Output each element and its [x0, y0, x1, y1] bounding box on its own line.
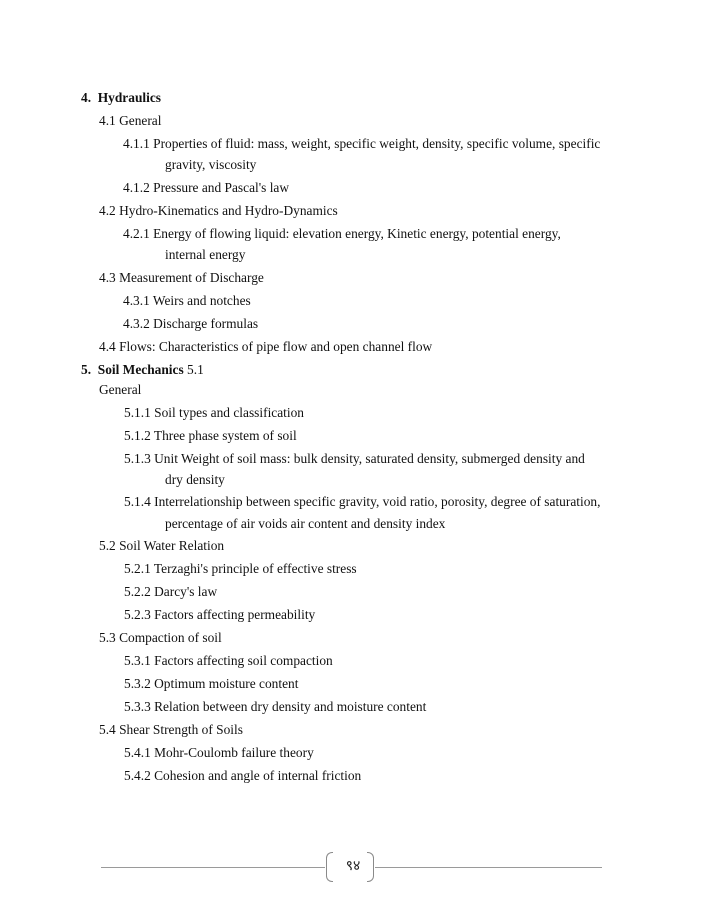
section-5-heading: [81, 362, 204, 378]
section-title-suffix: 5.1: [183, 362, 204, 377]
subsection-4-4: 4.4 Flows: Characteristics of pipe flow and open channel flow: [99, 339, 433, 354]
subsection-5-2: 5.2 Soil Water Relation: [99, 538, 225, 553]
item-4-1-2: 4.1.2 Pressure and Pascal's law: [123, 180, 290, 195]
section-title: Soil Mechanics: [97, 362, 184, 377]
item-5-3-3: 5.3.3 Relation between dry density and moisture content: [124, 699, 427, 714]
footer-rule-right: [375, 867, 602, 868]
subsection-4-3: 4.3 Measurement of Discharge: [99, 270, 264, 285]
footer-brace-left: [326, 852, 333, 882]
item-5-2-1: 5.2.1 Terzaghi's principle of effective stress: [124, 561, 357, 576]
item-4-3-2: 4.3.2 Discharge formulas: [123, 316, 259, 331]
item-5-1-4: 5.1.4 Interrelationship between specific gravity, void ratio, porosity, degree of saturation,: [124, 494, 601, 509]
section-number: 5.: [81, 362, 92, 377]
item-5-1-4-cont: percentage of air voids air content and density index: [165, 516, 446, 531]
subsection-4-2: 4.2 Hydro-Kinematics and Hydro-Dynamics: [99, 203, 338, 218]
item-5-2-3: 5.2.3 Factors affecting permeability: [124, 607, 316, 622]
item-4-2-1-cont: internal energy: [165, 247, 246, 262]
section-title: Hydraulics: [97, 90, 161, 105]
item-5-4-1: 5.4.1 Mohr-Coulomb failure theory: [124, 745, 314, 760]
footer-rule-left: [101, 867, 325, 868]
item-5-1-1: 5.1.1 Soil types and classification: [124, 405, 305, 420]
item-4-1-1-cont: gravity, viscosity: [165, 157, 257, 172]
section-4-heading: [81, 90, 161, 106]
item-5-2-2: 5.2.2 Darcy's law: [124, 584, 218, 599]
item-5-1-3: 5.1.3 Unit Weight of soil mass: bulk density, saturated density, submerged density and: [124, 451, 585, 466]
subsection-5-3: 5.3 Compaction of soil: [99, 630, 222, 645]
item-4-1-1: 4.1.1 Properties of fluid: mass, weight, specific weight, density, specific volume, specific: [123, 136, 601, 151]
item-5-1-3-cont: dry density: [165, 472, 225, 487]
item-5-3-1: 5.3.1 Factors affecting soil compaction: [124, 653, 333, 668]
item-5-4-2: 5.4.2 Cohesion and angle of internal friction: [124, 768, 362, 783]
item-4-2-1: 4.2.1 Energy of flowing liquid: elevation energy, Kinetic energy, potential energy,: [123, 226, 561, 241]
item-5-3-2: 5.3.2 Optimum moisture content: [124, 676, 299, 691]
page-number: ९४: [345, 858, 361, 874]
subsection-4-1: 4.1 General: [99, 113, 162, 128]
subsection-5-1: General: [99, 382, 142, 397]
item-4-3-1: 4.3.1 Weirs and notches: [123, 293, 251, 308]
subsection-5-4: 5.4 Shear Strength of Soils: [99, 722, 243, 737]
item-5-1-2: 5.1.2 Three phase system of soil: [124, 428, 297, 443]
section-number: 4.: [81, 90, 92, 105]
